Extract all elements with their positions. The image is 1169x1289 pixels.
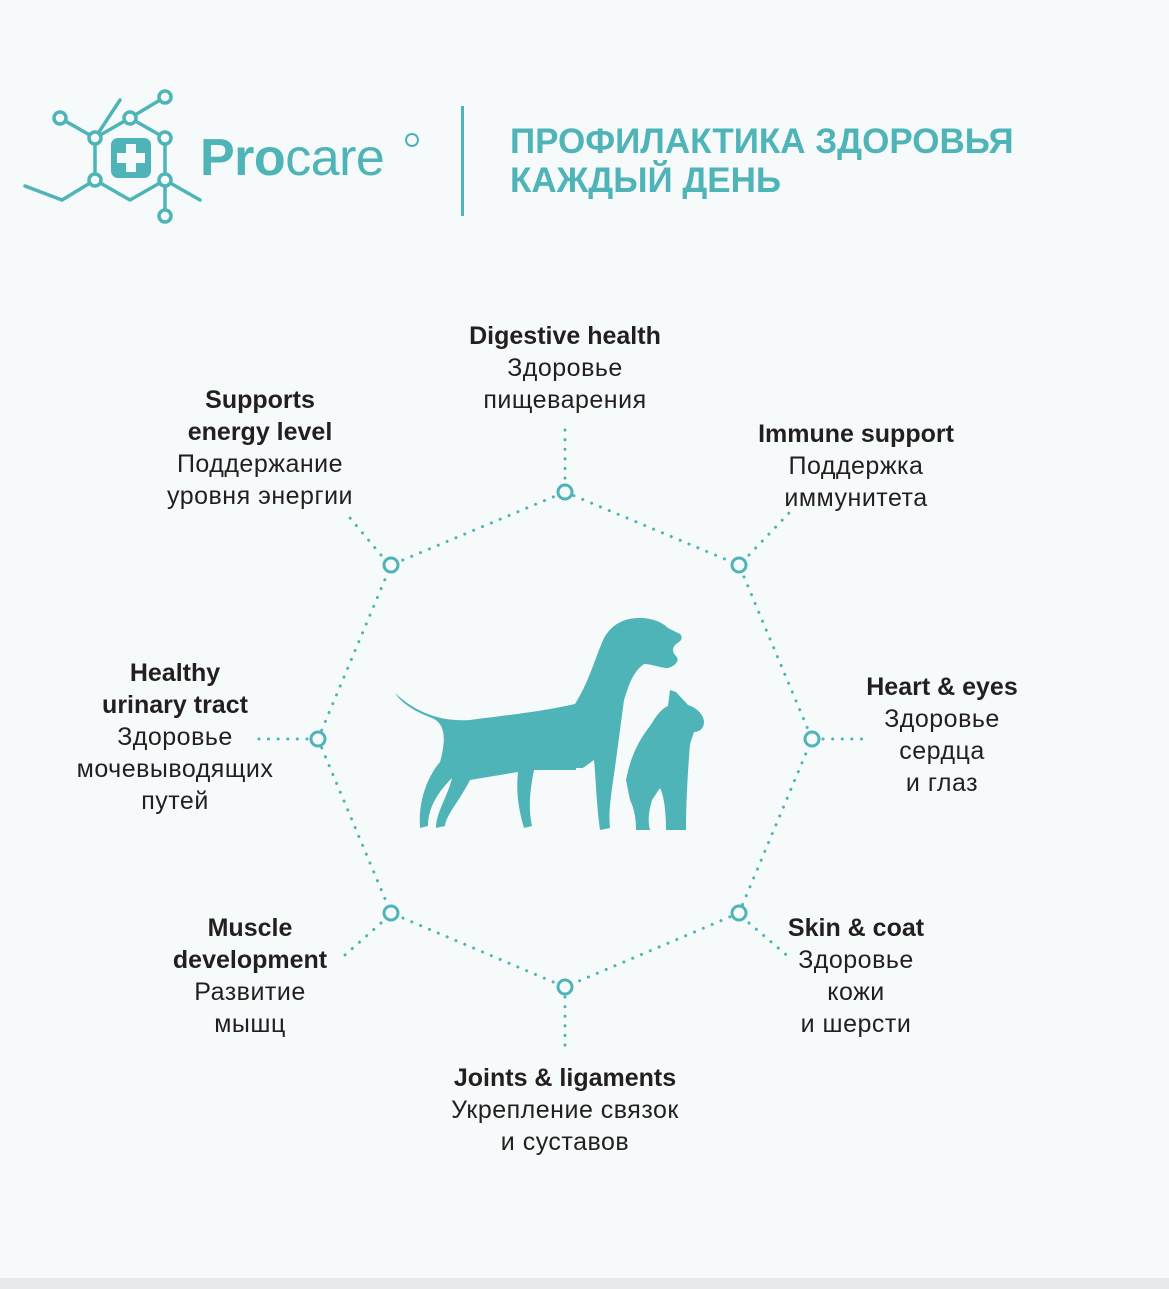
dog-and-cat-silhouette-icon <box>395 618 704 830</box>
benefit-subtitle-line: пищеварения <box>483 386 647 414</box>
benefit-energy-level <box>140 384 380 512</box>
benefit-subtitle-line: мышц <box>214 1010 286 1038</box>
benefit-subtitle-line: кожи <box>827 978 885 1006</box>
benefit-subtitle-line: Здоровье <box>117 723 233 751</box>
benefit-subtitle-line: Здоровье <box>884 705 1000 733</box>
benefit-subtitle-line: и шерсти <box>800 1010 912 1038</box>
benefit-heart-eyes <box>842 671 1042 799</box>
benefit-subtitle-line: Поддержка <box>788 452 924 480</box>
benefit-subtitle-line: Здоровье <box>507 354 623 382</box>
node-heart <box>805 732 819 746</box>
benefit-digestive-health <box>415 320 715 416</box>
header-divider <box>461 106 464 216</box>
benefit-subtitle-line: и глаз <box>905 769 979 797</box>
benefit-title: Digestive health <box>469 322 661 350</box>
brand-dot-icon <box>405 133 419 147</box>
brand-wordmark: Procare <box>200 129 385 187</box>
node-immune <box>732 558 746 572</box>
node-muscle <box>384 906 398 920</box>
benefit-subtitle-line: уровня энергии <box>166 482 354 510</box>
bottom-edge-strip <box>0 1278 1169 1289</box>
benefit-joints-ligaments <box>405 1062 725 1158</box>
benefit-subtitle-line: Поддержание <box>176 450 344 478</box>
benefit-subtitle-line: мочевыводящих <box>76 755 274 783</box>
node-energy <box>384 558 398 572</box>
benefit-urinary-tract <box>50 657 300 817</box>
benefit-subtitle-line: Укрепление связок <box>451 1096 679 1124</box>
benefit-subtitle-line: сердца <box>899 737 985 765</box>
benefit-skin-coat <box>756 912 956 1040</box>
benefit-title: urinary tract <box>102 691 248 719</box>
node-digestive <box>558 485 572 499</box>
benefit-subtitle-line: и суставов <box>500 1128 630 1156</box>
tagline-line-2: КАЖДЫЙ ДЕНЬ <box>510 161 782 200</box>
benefit-title: development <box>172 946 328 974</box>
benefit-subtitle-line: иммунитета <box>784 484 928 512</box>
node-joints <box>558 980 572 994</box>
tagline <box>510 122 1014 200</box>
tagline-line-1: ПРОФИЛАКТИКА ЗДОРОВЬЯ <box>510 122 1014 161</box>
benefit-subtitle-line: путей <box>141 787 209 815</box>
benefit-title: Immune support <box>758 420 954 448</box>
node-skin <box>732 906 746 920</box>
benefit-subtitle-line: Здоровье <box>798 946 914 974</box>
node-urinary <box>311 732 325 746</box>
benefit-subtitle-line: Развитие <box>194 978 306 1006</box>
benefit-title: Muscle <box>207 914 293 942</box>
benefit-title: Heart & eyes <box>866 673 1018 701</box>
benefit-title: Joints & ligaments <box>453 1064 677 1092</box>
benefit-title: energy level <box>187 418 333 446</box>
benefit-immune-support <box>706 418 1006 514</box>
benefit-title: Supports <box>205 386 315 414</box>
benefit-muscle-development <box>140 912 360 1040</box>
benefit-title: Skin & coat <box>787 914 925 942</box>
benefit-title: Healthy <box>129 659 221 687</box>
